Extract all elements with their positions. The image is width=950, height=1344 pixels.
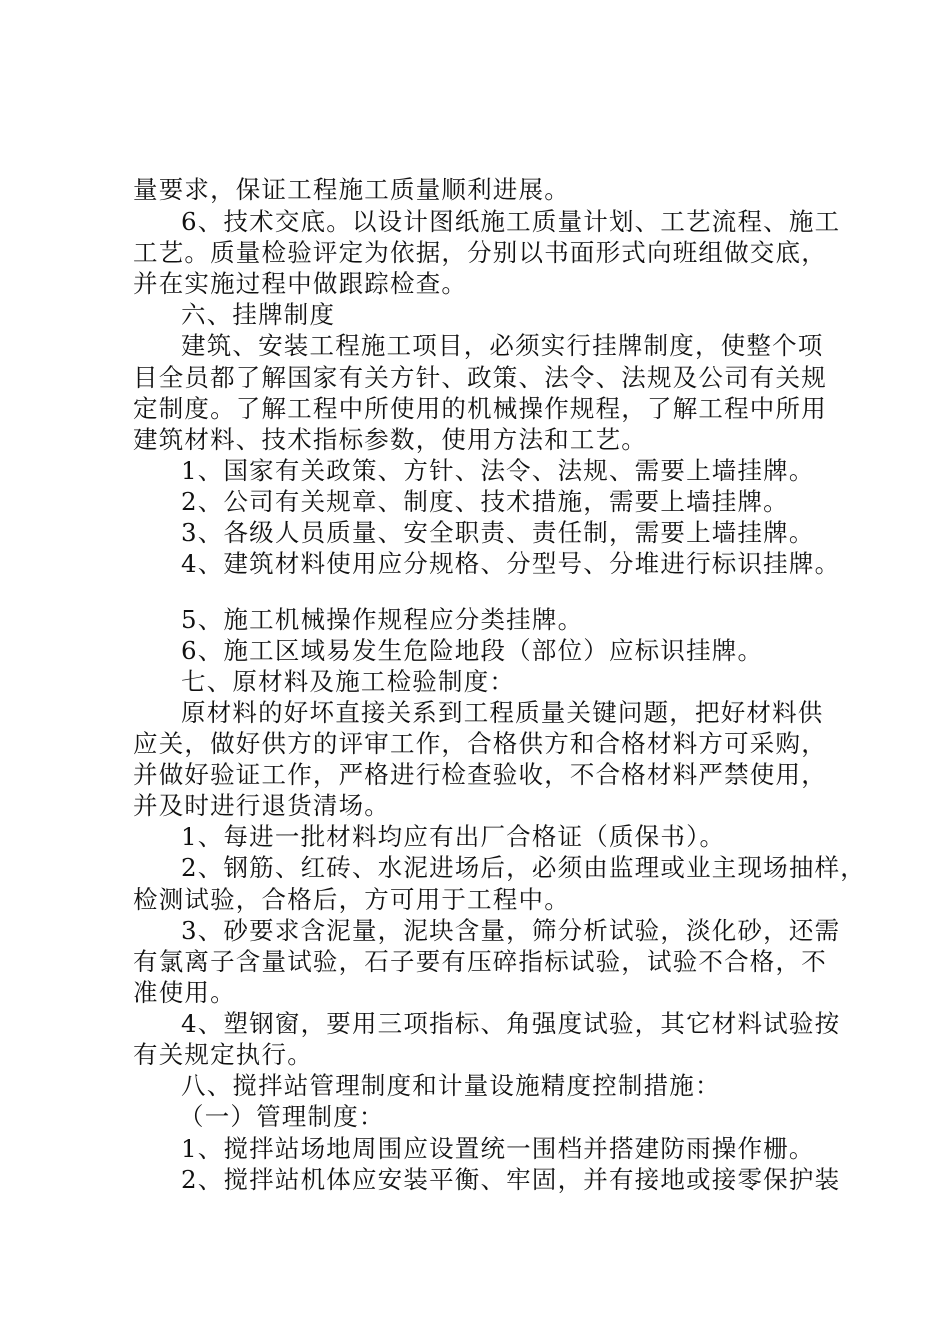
text-line: 并在实施过程中做跟踪检查。 <box>133 269 468 298</box>
subsection-heading: （一）管理制度： <box>179 1102 385 1131</box>
text-line: 6、施工区域易发生危险地段（部位）应标识挂牌。 <box>181 636 764 665</box>
text-line: 定制度。了解工程中所使用的机械操作规程，了解工程中所用 <box>133 394 827 423</box>
text-line: 2、公司有关规章、制度、技术措施，需要上墙挂牌。 <box>181 487 789 516</box>
text-line: 6、技术交底。以设计图纸施工质量计划、工艺流程、施工 <box>181 207 841 236</box>
text-line: 5、施工机械操作规程应分类挂牌。 <box>181 605 584 634</box>
text-line: 检测试验，合格后，方可用于工程中。 <box>133 885 570 914</box>
section-heading: 八、搅拌站管理制度和计量设施精度控制措施： <box>181 1071 721 1100</box>
text-line: 有氯离子含量试验，石子要有压碎指标试验，试验不合格，不 <box>133 947 827 976</box>
text-line: 1、搅拌站场地周围应设置统一围档并搭建防雨操作栅。 <box>181 1134 815 1163</box>
text-line: 准使用。 <box>133 978 236 1007</box>
text-line: 有关规定执行。 <box>133 1040 313 1069</box>
text-line: 工艺。质量检验评定为依据，分别以书面形式向班组做交底， <box>133 238 827 267</box>
text-line: 原材料的好坏直接关系到工程质量关键问题，把好材料供 <box>181 698 824 727</box>
text-line: 2、钢筋、红砖、水泥进场后，必须由监理或业主现场抽样， <box>181 853 866 882</box>
text-line: 4、建筑材料使用应分规格、分型号、分堆进行标识挂牌。 <box>181 549 841 578</box>
text-line: 并及时进行退货清场。 <box>133 791 390 820</box>
text-line: 2、搅拌站机体应安装平衡、牢固，并有接地或接零保护装 <box>181 1165 841 1194</box>
section-heading: 六、挂牌制度 <box>181 300 336 329</box>
text-line: 目全员都了解国家有关方针、政策、法令、法规及公司有关规 <box>133 363 827 392</box>
text-line: 建筑、安装工程施工项目，必须实行挂牌制度，使整个项 <box>181 331 824 360</box>
text-line: 量要求，保证工程施工质量顺利进展。 <box>133 175 570 204</box>
text-line: 1、国家有关政策、方针、法令、法规、需要上墙挂牌。 <box>181 456 815 485</box>
text-line: 1、每进一批材料均应有出厂合格证（质保书）。 <box>181 822 726 851</box>
text-line: 并做好验证工作，严格进行检查验收，不合格材料严禁使用， <box>133 760 827 789</box>
section-heading: 七、原材料及施工检验制度： <box>181 667 516 696</box>
text-line: 4、塑钢窗，要用三项指标、角强度试验，其它材料试验按 <box>181 1009 841 1038</box>
text-line: 建筑材料、技术指标参数，使用方法和工艺。 <box>133 425 647 454</box>
text-line: 应关，做好供方的评审工作，合格供方和合格材料方可采购， <box>133 729 827 758</box>
text-line: 3、各级人员质量、安全职责、责任制，需要上墙挂牌。 <box>181 518 815 547</box>
text-line: 3、砂要求含泥量，泥块含量，筛分析试验，淡化砂，还需 <box>181 916 841 945</box>
